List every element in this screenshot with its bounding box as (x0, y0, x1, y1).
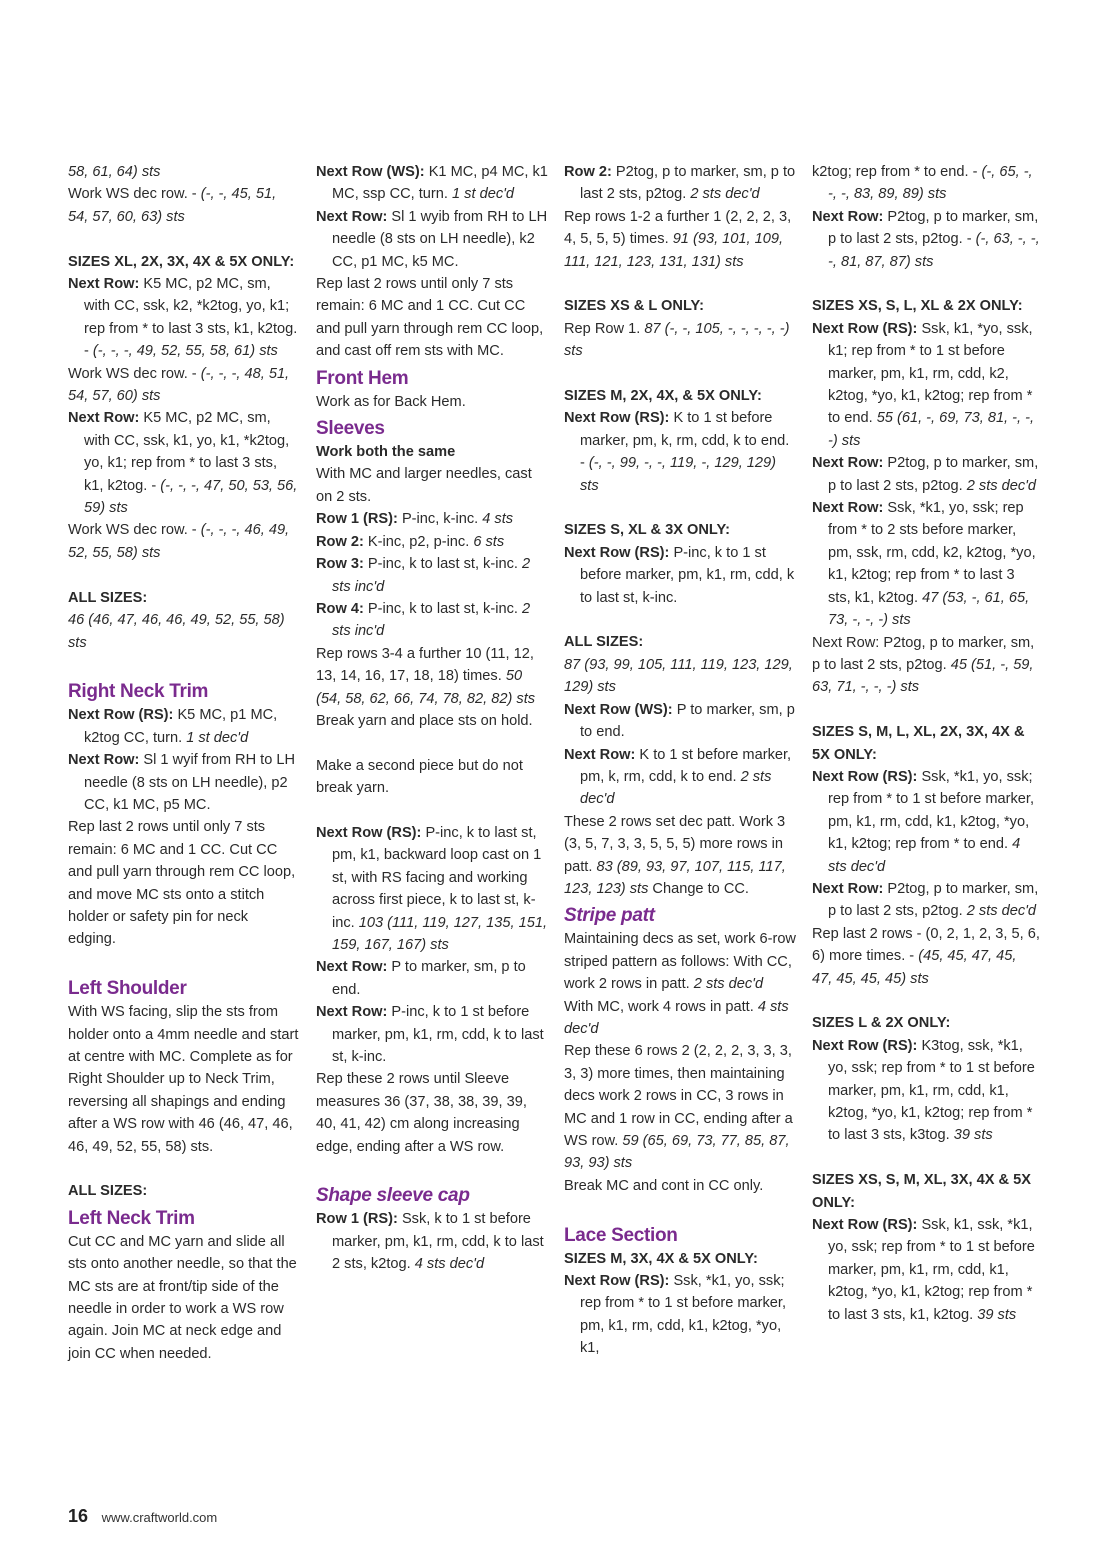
instruction-text: K1 MC, p4 MC, k1 MC, ssp CC, turn. (332, 164, 548, 203)
size-label: SIZES M, 3X, 4X & 5X ONLY: (564, 1250, 758, 1267)
instruction-text: K3tog, ssk, *k1, yo, ssk; rep from * to 1 st before marker, pm, k1, rm, cdd, k1, k2tog, *yo, k1, k2tog; rep from * to last 3 sts, k3tog. (828, 1037, 1035, 1144)
pattern-row (564, 542, 796, 609)
row-label: Row 1 (RS): (316, 511, 402, 528)
row-label: Next Row: (564, 746, 640, 763)
stitch-count: 87 (93, 99, 105, 111, 119, 123, 129, 129) sts (564, 656, 793, 696)
pattern-row (68, 609, 300, 654)
stitch-count: 4 sts dec'd (564, 998, 789, 1037)
section-heading: Right Neck Trim (68, 681, 209, 703)
stitch-count: 2 sts dec'd (693, 976, 764, 993)
pattern-row (68, 519, 300, 564)
spacer (316, 732, 548, 754)
pattern-row (316, 755, 548, 800)
pattern-row (68, 749, 300, 816)
pattern-row (564, 1270, 796, 1360)
stitch-count: 2 sts dec'd (580, 768, 772, 808)
page-number: 16 (68, 1506, 89, 1526)
stitch-count: (-, -, -, 47, 50, 53, 56, 59) sts (84, 477, 298, 517)
row-label: Row 1 (RS): (316, 1211, 402, 1228)
pattern-row (316, 463, 548, 508)
size-label: SIZES XL, 2X, 3X, 4X & 5X ONLY: (68, 253, 295, 270)
instruction-text: Sl 1 wyib from RH to LH needle (8 sts on LH needle), k2 CC, p1 MC, k5 MC. (332, 208, 548, 270)
row-label: Next Row: (68, 752, 144, 769)
stitch-count: 2 sts dec'd (966, 477, 1037, 494)
pattern-row (564, 928, 796, 995)
row-label: Row 4: (316, 600, 368, 617)
instruction-text: Rep last 2 rows until only 7 sts remain: 6 MC and 1 CC. Cut CC and pull yarn through rem CC loop, and cast off rem sts with MC. (316, 276, 544, 360)
row-label: Next Row: (812, 880, 888, 897)
instruction-text: Cut CC and MC yarn and slide all sts onto another needle, so that the MC sts are at front/tip side of the needle in order to work a WS row again. Join MC at neck edge and join CC when needed. (68, 1233, 297, 1362)
pattern-row (564, 318, 796, 363)
size-label: ALL SIZES: (68, 589, 148, 606)
pattern-row (812, 1214, 1040, 1326)
row-label: Next Row: (316, 1004, 392, 1021)
instruction-text: Work WS dec row. - (68, 186, 201, 203)
instruction-text: Work WS dec row. - (68, 365, 201, 382)
row-label: Next Row (RS): (68, 707, 178, 724)
spacer (316, 800, 548, 822)
row-label: Next Row: (812, 455, 888, 472)
stitch-count: 103 (111, 119, 127, 135, 151, 159, 167, 167) sts (332, 914, 548, 953)
row-label: Next Row (RS): (316, 824, 426, 841)
pattern-row (812, 632, 1040, 699)
pattern-row (812, 1035, 1040, 1147)
stitch-count: 58, 61, 64) sts (68, 164, 161, 180)
spacer (564, 609, 796, 631)
instruction-text: With WS facing, slip the sts from holder onto a 4mm needle and start at centre with MC. Complete as for Right Shoulder up to Neck Trim, reversing all shapings and ending after a WS row with 46 (46, 47, 46, 46, 49, 52, 55, 58) sts. (68, 1004, 299, 1155)
pattern-row (68, 407, 300, 519)
pattern-row (316, 206, 548, 273)
size-label: SIZES S, XL & 3X ONLY: (564, 522, 730, 539)
pattern-row (564, 407, 796, 497)
spacer (68, 228, 300, 250)
spacer (564, 497, 796, 519)
stitch-count: 6 sts (473, 533, 505, 550)
pattern-row (564, 811, 796, 901)
instruction-text: P-inc, k to last st, k-inc. (367, 556, 522, 573)
row-label: Next Row: (812, 500, 888, 517)
stitch-count: 83 (89, 93, 97, 107, 115, 117, 123, 123) sts (564, 858, 786, 897)
instruction-text: Next Row: P2tog, p to marker, sm, p to last 2 sts, p2tog. (812, 634, 1035, 673)
stitch-count: 46 (46, 47, 46, 46, 49, 52, 55, 58) sts (68, 612, 285, 651)
stitch-count: 4 sts dec'd (828, 836, 1021, 875)
spacer (68, 654, 300, 676)
stitch-count: 2 sts dec'd (690, 186, 760, 203)
stitch-count: 2 sts inc'd (332, 556, 531, 595)
pattern-row (316, 553, 548, 598)
pattern-row (812, 497, 1040, 631)
instruction-text: Rep rows 3-4 a further 10 (11, 12, 13, 14, 16, 17, 18, 18) times. (316, 645, 534, 685)
size-label: SIZES L & 2X ONLY: (812, 1015, 951, 1032)
instruction-text: These 2 rows set dec patt. Work 3 (3, 5, 7, 3, 3, 5, 5, 5) more rows in patt. (564, 813, 786, 875)
section-heading: Front Hem (316, 367, 409, 389)
instruction-text: Sl 1 wyif from RH to LH needle (8 sts on LH needle), p2 CC, k1 MC, p5 MC. (84, 752, 296, 813)
stitch-count: (-, 63, -, -, -, 81, 87, 87) sts (828, 231, 1040, 270)
instruction-text: P-inc, k to 1 st before marker, pm, k1, rm, cdd, k to last st, k-inc. (580, 544, 795, 606)
spacer (68, 951, 300, 973)
pattern-row (316, 956, 548, 1001)
stitch-count: 1 st dec'd (186, 729, 249, 746)
pattern-row (316, 531, 548, 553)
instruction-text: Ssk, k to 1 st before marker, pm, k1, rm, cdd, k to last 2 sts, k2tog. (332, 1211, 544, 1273)
size-label: SIZES M, 2X, 4X, & 5X ONLY: (564, 388, 762, 405)
stitch-count: 47 (53, -, 61, 65, 73, -, -, -) sts (828, 589, 1030, 629)
section-heading: Sleeves (316, 418, 385, 440)
instruction-text: K to 1 st before marker, pm, k, rm, cdd, k to end. - (580, 410, 790, 472)
section-heading: Shape sleeve cap (316, 1185, 470, 1207)
spacer (564, 363, 796, 385)
pattern-row (316, 643, 548, 710)
stitch-count: 50 (54, 58, 62, 66, 74, 78, 82, 82) sts (316, 668, 536, 707)
instruction-text: Rep last 2 rows - (0, 2, 1, 2, 3, 5, 6, 6) more times. - (812, 925, 1040, 965)
instruction-text: Ssk, *k1, yo, ssk; rep from * to 2 sts before marker, pm, ssk, rm, cdd, k2, k2tog, *yo, k1, k2tog; rep from * to last 3 sts, k1, k2tog. (828, 500, 1036, 606)
instruction-text: Ssk, *k1, yo, ssk; rep from * to 1 st before marker, pm, k1, rm, cdd, k1, k2tog, *yo, k1, k2tog; rep from * to end. (828, 768, 1035, 853)
pattern-row (564, 996, 796, 1041)
stitch-count: 39 sts (977, 1306, 1017, 1323)
instruction-text: Break MC and cont in CC only. (564, 1177, 764, 1194)
size-label: SIZES XS, S, L, XL & 2X ONLY: (812, 298, 1023, 315)
instruction-text: P-inc, k-inc. (401, 511, 483, 528)
spacer (812, 1147, 1040, 1169)
pattern-row (564, 206, 796, 273)
row-label: Next Row (RS): (812, 1217, 922, 1234)
instruction-text: Maintaining decs as set, work 6-row striped pattern as follows: With CC, work 2 rows in patt. (564, 931, 796, 993)
stitch-count: (45, 45, 47, 45, 47, 45, 45, 45) sts (812, 948, 1017, 987)
instruction-text: P-inc, k to last st, pm, k1, backward loop cast on 1 st, with RS facing and working across first piece, k to last st, k-inc. (332, 824, 542, 931)
instruction-text: Ssk, k1, ssk, *k1, yo, ssk; rep from * to 1 st before marker, pm, k1, rm, cdd, k1, k2tog, *yo, k1, k2tog; rep from * to last 3 sts, k1, k2tog. (828, 1217, 1035, 1323)
pattern-row (68, 1001, 300, 1158)
instruction-text: K-inc, p2, p-inc. (367, 533, 474, 550)
instruction-text: P to marker, sm, p to end. (332, 959, 526, 998)
pattern-row (316, 391, 548, 413)
spacer (812, 273, 1040, 295)
column-1 (68, 161, 300, 1365)
page-footer (68, 1506, 217, 1527)
pattern-row (316, 1208, 548, 1275)
pattern-row (564, 1040, 796, 1174)
instruction-text: k2tog; rep from * to end. - (812, 164, 982, 180)
instruction-text: With MC, work 4 rows in patt. (564, 998, 758, 1015)
column-2 (316, 161, 548, 1276)
pattern-row (812, 452, 1040, 497)
instruction-text: P2tog, p to marker, sm, p to last 2 sts, p2tog. (828, 455, 1039, 494)
row-label: Next Row (RS): (564, 410, 674, 427)
stitch-count: 87 (-, -, 105, -, -, -, -, -) sts (564, 320, 790, 360)
instruction-text: K to 1 st before marker, pm, k, rm, cdd, k to end. (580, 746, 792, 785)
stitch-count: (-, -, -, 46, 49, 52, 55, 58) sts (68, 522, 290, 561)
size-label: Work both the same (316, 444, 456, 461)
size-label: SIZES S, M, L, XL, 2X, 3X, 4X & 5X ONLY: (812, 724, 1025, 763)
instruction-text: K5 MC, p2 MC, sm, with CC, ssk, k1, yo, k1, *k2tog, yo, k1; rep from * to last 3 sts, k1, k2tog. - (84, 410, 290, 494)
section-heading: Stripe patt (564, 905, 655, 927)
pattern-row (316, 598, 548, 643)
pattern-row (316, 273, 548, 363)
stitch-count: (-, -, 45, 51, 54, 57, 60, 63) sts (68, 186, 277, 225)
pattern-row (68, 816, 300, 950)
row-label: Row 3: (316, 556, 368, 573)
stitch-count: 45 (51, -, 59, 63, 71, -, -, -) sts (812, 656, 1034, 696)
row-label: Row 2: (564, 164, 616, 180)
spacer (68, 1158, 300, 1180)
instruction-text: Break yarn and place sts on hold. (316, 712, 533, 729)
stitch-count: 91 (93, 101, 109, 111, 121, 123, 131, 131) sts (564, 231, 784, 270)
pattern-row (812, 766, 1040, 878)
stitch-count: (-, -, -, 49, 52, 55, 58, 61) sts (92, 343, 278, 360)
pattern-row (316, 161, 548, 206)
instruction-text: With MC and larger needles, cast on 2 sts. (316, 466, 532, 505)
pattern-row (68, 183, 300, 228)
stitch-count: (-, -, 99, -, -, 119, -, 129, 129) sts (580, 455, 777, 494)
size-label: ALL SIZES: (564, 634, 644, 651)
pattern-row (68, 273, 300, 363)
stitch-count: (-, 65, -, -, -, 83, 89, 89) sts (828, 164, 1033, 203)
stitch-count: 4 sts dec'd (414, 1256, 485, 1273)
spacer (812, 990, 1040, 1012)
instruction-text: P-inc, k to last st, k-inc. (367, 600, 522, 617)
instruction-text: Make a second piece but do not break yarn. (316, 757, 523, 797)
instruction-text: K5 MC, p2 MC, sm, with CC, ssk, k2, *k2tog, yo, k1; rep from * to last 3 sts, k1, k2tog. - (84, 276, 298, 360)
pattern-row (68, 704, 300, 749)
section-heading: Left Shoulder (68, 978, 187, 1000)
row-label: Next Row: (68, 276, 144, 293)
stitch-count: 1 st dec'd (452, 186, 515, 203)
spacer (812, 699, 1040, 721)
size-label: ALL SIZES: (68, 1183, 148, 1200)
column-3 (564, 161, 796, 1360)
section-heading: Lace Section (564, 1224, 678, 1246)
row-label: Next Row (RS): (564, 1273, 674, 1290)
instruction-text: Rep these 2 rows until Sleeve measures 36 (37, 38, 38, 39, 39, 40, 41, 42) cm along increasing edge, ending after a WS row. (316, 1071, 527, 1155)
spacer (316, 1158, 548, 1180)
instruction-text: P-inc, k to 1 st before marker, pm, k1, rm, cdd, k to last st, k-inc. (332, 1004, 544, 1065)
instruction-text: Work as for Back Hem. (316, 393, 466, 410)
pattern-row (564, 699, 796, 744)
instruction-text: Rep last 2 rows until only 7 sts remain: 6 MC and 1 CC. Cut CC and pull yarn through rem CC loop, and move MC sts onto a stitch holder or safety pin for neck edging. (68, 819, 296, 948)
stitch-count: 39 sts (953, 1127, 993, 1144)
row-label: Next Row (WS): (316, 164, 429, 180)
pattern-row (316, 822, 548, 956)
pattern-row (564, 654, 796, 699)
instruction-text: P2tog, p to marker, sm, p to last 2 sts, p2tog. (580, 164, 796, 203)
pattern-row (564, 744, 796, 811)
instruction-text: Change to CC. (648, 880, 749, 897)
pattern-row (316, 1001, 548, 1068)
pattern-row (812, 161, 1040, 206)
pattern-row (68, 161, 300, 183)
instruction-text: P to marker, sm, p to end. (580, 701, 795, 741)
stitch-count: 2 sts dec'd (966, 903, 1037, 920)
row-label: Next Row: (316, 959, 392, 976)
instruction-text: Work WS dec row. - (68, 522, 201, 539)
pattern-row (316, 508, 548, 530)
pattern-row (812, 878, 1040, 923)
stitch-count: 2 sts inc'd (332, 600, 531, 640)
stitch-count: 55 (61, -, 69, 73, 81, -, -, -) sts (828, 410, 1035, 449)
row-label: Next Row (RS): (812, 320, 922, 337)
row-label: Next Row: (316, 208, 392, 225)
instruction-text: Rep rows 1-2 a further 1 (2, 2, 2, 3, 4, 5, 5, 5) times. (564, 208, 792, 248)
row-label: Next Row: (812, 208, 888, 225)
spacer (68, 564, 300, 586)
instruction-text: K5 MC, p1 MC, k2tog CC, turn. (84, 707, 278, 746)
pattern-row (68, 1231, 300, 1365)
pattern-row (812, 923, 1040, 990)
spacer (564, 1197, 796, 1219)
row-label: Next Row (RS): (564, 544, 674, 561)
row-label: Row 2: (316, 533, 368, 550)
instruction-text: Rep these 6 rows 2 (2, 2, 2, 3, 3, 3, 3, 3) more times, then maintaining decs work 2 rows in CC, 3 rows in MC and 1 row in CC, ending after a WS row. (564, 1043, 793, 1149)
instruction-text: P2tog, p to marker, sm, p to last 2 sts, p2tog. (828, 880, 1039, 920)
row-label: Next Row (RS): (812, 768, 922, 785)
pattern-row (812, 318, 1040, 452)
stitch-count: 59 (65, 69, 73, 77, 85, 87, 93, 93) sts (564, 1133, 790, 1172)
stitch-count: (-, -, -, 48, 51, 54, 57, 60) sts (68, 365, 290, 405)
pattern-row (316, 710, 548, 732)
column-4 (812, 161, 1040, 1326)
pattern-row (564, 161, 796, 206)
instruction-text: Ssk, k1, *yo, ssk, k1; rep from * to 1 st before marker, pm, k1, rm, cdd, k2, k2tog, *yo, k1, k2tog; rep from * to end. (828, 320, 1033, 427)
spacer (564, 273, 796, 295)
size-label: SIZES XS, S, M, XL, 3X, 4X & 5X ONLY: (812, 1172, 1031, 1211)
row-label: Next Row (RS): (812, 1037, 922, 1054)
size-label: SIZES XS & L ONLY: (564, 298, 705, 315)
row-label: Next Row: (68, 410, 144, 427)
footer-url[interactable]: www.craftworld.com (101, 1510, 218, 1525)
pattern-row (68, 363, 300, 408)
row-label: Next Row (WS): (564, 701, 677, 718)
instruction-text: Ssk, *k1, yo, ssk; rep from * to 1 st before marker, pm, k1, rm, cdd, k1, k2tog, *yo, k1, (580, 1273, 787, 1357)
pattern-row (564, 1175, 796, 1197)
section-heading: Left Neck Trim (68, 1207, 195, 1229)
pattern-row (812, 206, 1040, 273)
instruction-text: P2tog, p to marker, sm, p to last 2 sts, p2tog. - (828, 208, 1039, 248)
instruction-text: Rep Row 1. (564, 320, 645, 337)
pattern-row (316, 1068, 548, 1158)
stitch-count: 4 sts (482, 511, 514, 528)
